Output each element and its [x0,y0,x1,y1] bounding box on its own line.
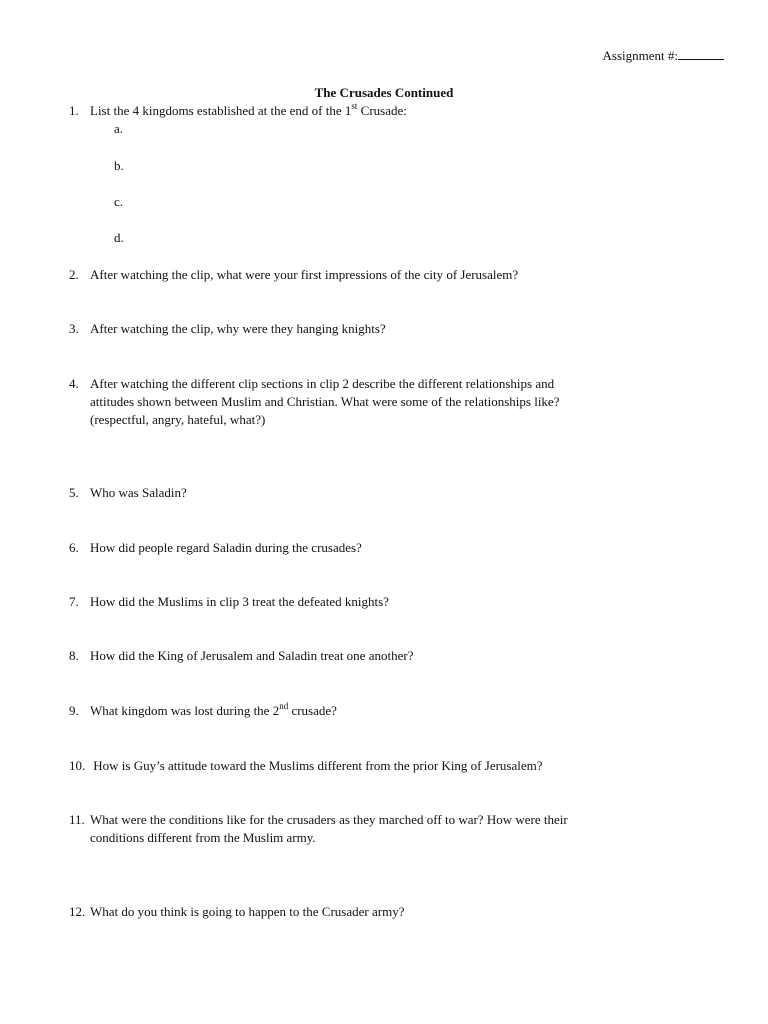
question-number: 7. [69,594,79,609]
list-item-d: d. [114,230,124,245]
question-12 [69,903,689,921]
ordinal-superscript: nd [279,700,289,711]
question-number: 5. [69,485,79,500]
question-text: How is Guy’s attitude toward the Muslims different from the prior King of Jerusalem? [90,758,543,773]
question-10 [69,757,689,775]
list-item-b: b. [114,158,124,173]
question-text [90,375,689,429]
question-1 [69,102,689,120]
assignment-blank-line [678,47,724,60]
question-number: 1. [69,103,79,118]
assignment-number-field [603,47,724,65]
question-text [90,811,689,847]
question-number: 10. [69,758,86,773]
question-number: 11. [69,812,85,827]
question-text-part: List the 4 kingdoms established at the end of the 1 [90,103,352,118]
question-number: 4. [69,376,79,391]
question-8 [69,647,689,665]
question-line: attitudes shown between Muslim and Christian. What were some of the relationships like? [90,394,560,409]
question-text-part: What kingdom was lost during the 2 [90,703,280,718]
page-title: The Crusades Continued [314,85,454,100]
question-number: 2. [69,267,79,282]
question-line: (respectful, angry, hateful, what?) [90,412,266,427]
question-6 [69,539,689,557]
question-5 [69,484,689,502]
question-text [90,702,689,720]
list-item-a: a. [114,121,124,136]
question-text: How did the Muslims in clip 3 treat the defeated knights? [90,594,389,609]
ordinal-superscript: st [351,100,358,111]
question-text: What do you think is going to happen to the Crusader army? [90,904,405,919]
question-text: Who was Saladin? [90,485,187,500]
question-text: How did the King of Jerusalem and Saladin treat one another? [90,648,414,663]
question-text: How did people regard Saladin during the crusades? [90,540,362,555]
question-3 [69,320,689,338]
question-9 [69,702,689,720]
question-11 [69,811,689,847]
question-text-part: crusade? [288,703,337,718]
question-number: 12. [69,904,86,919]
question-7 [69,593,689,611]
question-line: What were the conditions like for the crusaders as they marched off to war? How were their [90,812,568,827]
question-text-part: Crusade: [357,103,407,118]
question-line: After watching the different clip sections in clip 2 describe the different relationships and [90,376,555,391]
question-number: 3. [69,321,79,336]
question-number: 6. [69,540,79,555]
question-number: 9. [69,703,79,718]
list-item-c: c. [114,194,124,209]
question-2 [69,266,689,284]
question-number: 8. [69,648,79,663]
assignment-label: Assignment #: [602,48,678,63]
question-text: After watching the clip, what were your first impressions of the city of Jerusalem? [90,267,519,282]
question-4 [69,375,689,429]
question-text [90,102,689,120]
question-text: After watching the clip, why were they hanging knights? [90,321,386,336]
question-line: conditions different from the Muslim army. [90,830,316,845]
